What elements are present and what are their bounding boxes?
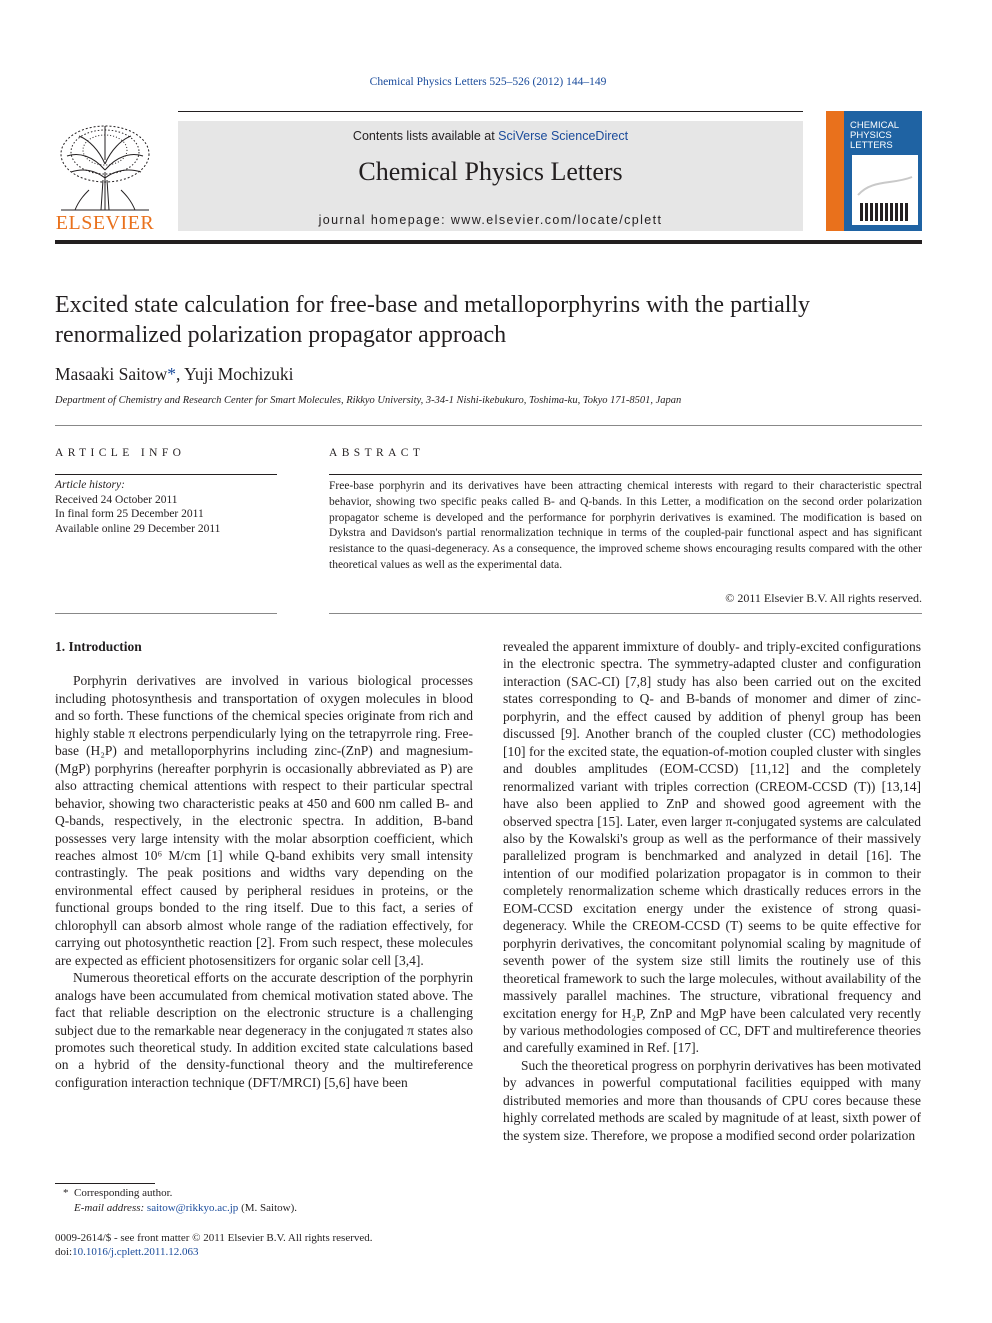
doi-line xyxy=(55,1245,373,1259)
cover-title-line: CHEMICAL xyxy=(850,120,900,131)
footnote-corresponding-text: Corresponding author. xyxy=(74,1187,173,1199)
footnote-email-line xyxy=(55,1201,297,1216)
footnote xyxy=(55,1186,297,1216)
abstract-bottom-rule xyxy=(329,613,922,614)
cover-title-line: PHYSICS xyxy=(850,130,892,141)
footnote-mark: * xyxy=(63,1187,69,1199)
history-label: Article history: xyxy=(55,479,125,491)
affiliation: Department of Chemistry and Research Center for Smart Molecules, Rikkyo University, 3-34-1 Nishi-ikebukuro, Toshima-ku, Tokyo 171-8501, Japan xyxy=(55,395,682,406)
contents-prefix: Contents lists available at xyxy=(352,129,499,143)
corresponding-author-mark[interactable]: * xyxy=(167,364,177,384)
article-info-bottom-rule xyxy=(55,613,277,614)
article-title: Excited state calculation for free-base and metalloporphyrins with the partially renormalized polarization propagator approach xyxy=(55,292,811,348)
body-paragraph: Numerous theoretical efforts on the accurate description of the porphyrin analogs have been accumulated from chemical motivation stated above. The fact that reliable description on the electronic structure is a challenging subject due to the remarkable near degeneracy in the conjugated π states also promotes such theoretical study. In addition excited state calculations based on a hybrid of the density-functional theory and the multireference configuration interaction technique (DFT/MRCI) [5,6] have been xyxy=(55,970,473,1090)
sciencedirect-link[interactable]: SciVerse ScienceDirect xyxy=(498,129,629,143)
elsevier-logo[interactable] xyxy=(55,120,155,232)
abstract-text: Free-base porphyrin and its derivatives have been attracting chemical interests with regard to their characteristic spectral behavior, showing two specific peaks called B- and Q-bands. In this Letter, a modification on the second order polarization propagator scheme is developed and the performance for porphyrin derivatives is examined. The modification is based on Dykstra and Davidson's partial renormalization technique in terms of the coupled-pair functional aspect and has significant resistance to the quasi-degeneracy. As a consequence, the improved scheme shows encouraging results compared with the other theoretical values as well as the experimental data. xyxy=(329,480,922,571)
section-heading: 1. Introduction xyxy=(55,639,142,654)
cover-art-icon xyxy=(852,155,918,225)
affiliation-rule xyxy=(55,425,922,426)
abstract-rule xyxy=(329,474,922,475)
article-info-rule xyxy=(55,474,277,475)
author-name: Masaaki Saitow xyxy=(55,364,168,384)
header-thick-rule xyxy=(55,240,922,244)
history-final-form: In final form 25 December 2011 xyxy=(55,508,204,521)
author-separator: , xyxy=(176,364,185,384)
doi-prefix: doi: xyxy=(55,1246,73,1258)
footnote-corresponding xyxy=(55,1186,297,1201)
journal-banner xyxy=(178,121,803,231)
footnote-rule xyxy=(55,1183,155,1184)
issn-line: 0009-2614/$ - see front matter © 2011 Elsevier B.V. All rights reserved. xyxy=(55,1232,373,1244)
body-column-left xyxy=(55,638,473,1091)
elsevier-wordmark: ELSEVIER xyxy=(55,212,155,234)
email-owner: (M. Saitow). xyxy=(238,1202,297,1214)
contents-line xyxy=(178,129,803,143)
cover-spine xyxy=(826,111,844,231)
journal-homepage[interactable]: journal homepage: www.elsevier.com/locate/cplett xyxy=(318,213,663,227)
header-rule xyxy=(178,111,803,112)
abstract-heading: ABSTRACT xyxy=(329,447,425,459)
cover-title-line: LETTERS xyxy=(850,140,893,151)
journal-cover[interactable] xyxy=(826,111,922,231)
article-history xyxy=(55,478,277,536)
tree-icon xyxy=(55,120,155,212)
body-paragraph: Porphyrin derivatives are involved in various biological processes including photosynthesis and transportation of oxygen molecules in blood and so forth. These functions of the chemical species originate from rich and highly stable π electrons perpendicularly lying on the tetrapyrrole ring. Free-base (H₂P) and metalloporphyrins including zinc-(ZnP) and magnesium-(MgP) porphyrins (hereafter porphyrin is occasionally abbreviated as P) are also attracting chemical attentions with respect to their particular spectral behavior, showing two characteristic peaks at 450 and 600 nm called B- and Q-bands, respectively, in the electronic spectra. In addition, B-band possesses very large intensity with the molar absorption coefficient, which reaches almost 10⁶ M/cm [1] while Q-band exhibits very small intensity contrastingly. The peak positions and widths vary depending on the environmental effect caused by peripheral residues in proteins, or the functional groups bonded to the ring itself. Due to this fact, a series of chlorophyll can absorb almost whole range of the radiation effectively, for carrying out photosynthetic reaction [2]. From such respect, these molecules are expected as efficient photosensitizers for organic solar cell [3,4]. xyxy=(55,673,473,968)
body-column-right xyxy=(503,638,921,1144)
doi-link[interactable]: 10.1016/j.cplett.2011.12.063 xyxy=(72,1246,199,1258)
author-name: Yuji Mochizuki xyxy=(184,364,294,384)
email-link[interactable]: saitow@rikkyo.ac.jp xyxy=(146,1202,239,1214)
cover-title xyxy=(850,121,899,151)
body-paragraph: revealed the apparent immixture of doubly- and triply-excited configurations in the electronic spectra. The symmetry-adapted cluster and configuration interaction (SAC-CI) [7,8] study has also been carried out on the excited states corresponding to Q- and B-bands of monomer and dimer of zinc-porphyrin, and the effect caused by addition of phenyl group has been discussed [9]. Another branch of the coupled cluster (CC) methodologies [10] for the excited state, the equation-of-motion coupled cluster with singles and doubles amplitudes (EOM-CCSD) [11,12] and the completely renormalized variant with triples correction (CREOM-CCSD (T)) [13,14] have also been applied to ZnP and showed good agreement with the observed spectra [15]. Later, even larger π-conjugated systems are calculated also by the Kowalski's group as well as the performance of their massively parallelized program is benchmarked and analyzed in detail [16]. The intention of our modified polarization propagator is in common to their completely renormalization scheme which drastically reduces errors in the EOM-CCSD excitation energy under the existence of strong quasi-degeneracy. While the CREOM-CCSD (T) seems to be quite effective for porphyrin derivatives, the concomitant polynomial scaling by magnitude of seventh power of the system size still limits the routinely use of this theoretical framework to such the large molecules, without availability of the massively parallel machines. The structure, vibrational frequency and excitation energy for H₂P, ZnP and MgP have been calculated very recently by various methodologies composed of CC, DFT and multireference theories and carefully examined in Ref. [17]. xyxy=(503,639,921,1056)
email-label: E-mail address: xyxy=(74,1202,147,1214)
journal-citation[interactable]: Chemical Physics Letters 525–526 (2012) 144–149 xyxy=(369,76,607,88)
history-online: Available online 29 December 2011 xyxy=(55,522,221,535)
imprint xyxy=(55,1231,373,1259)
abstract-copyright: © 2011 Elsevier B.V. All rights reserved. xyxy=(725,591,922,605)
article-info-heading: ARTICLE INFO xyxy=(55,447,186,459)
body-paragraph: Such the theoretical progress on porphyrin derivatives has been motivated by advances in powerful computational facilities equipped with many distributed memories and more than thousands of CPU cores because these highly correlated methods are scaled by magnitude of at least, sixth power of the system size. Therefore, we propose a modified second order polarization xyxy=(503,1057,922,1143)
journal-title: Chemical Physics Letters xyxy=(358,157,623,186)
history-received: Received 24 October 2011 xyxy=(55,493,178,506)
author-list xyxy=(55,364,294,385)
